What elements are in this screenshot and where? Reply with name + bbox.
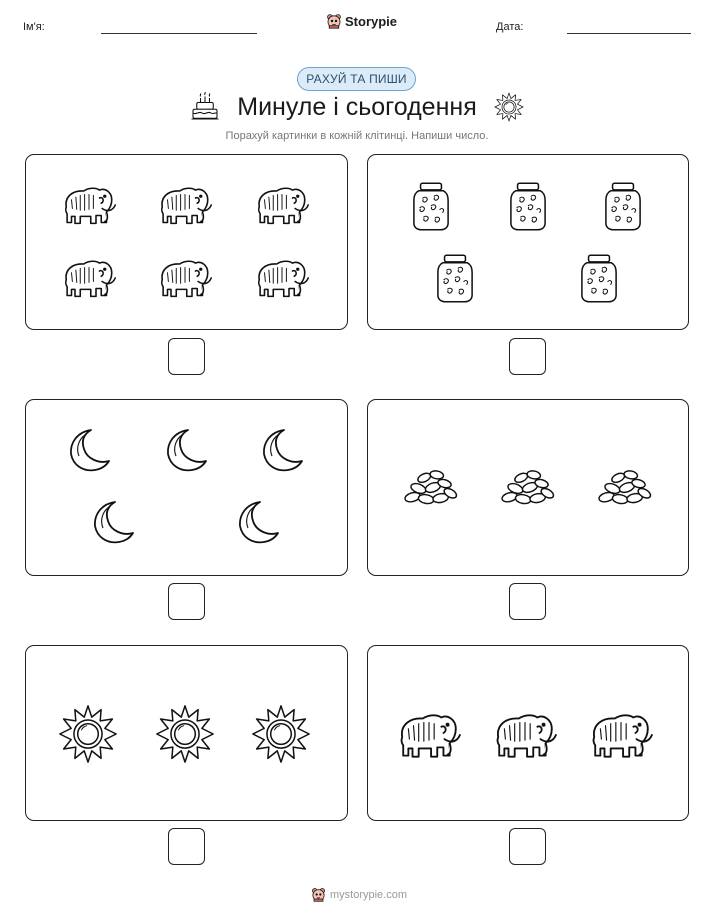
- mammoth-icon: [396, 708, 462, 762]
- date-line[interactable]: [567, 33, 691, 34]
- mammoth-icon: [588, 708, 654, 762]
- brand-logo: [326, 13, 397, 29]
- date-label: Дата:: [496, 21, 524, 33]
- jar-icon: [580, 253, 618, 303]
- answer-box-4[interactable]: [509, 583, 546, 620]
- answer-box-1[interactable]: [168, 338, 205, 375]
- moon-icon: [236, 499, 280, 545]
- moon-icon: [67, 427, 111, 473]
- storypie-logo-icon: [311, 887, 326, 902]
- jar-icon: [412, 181, 450, 231]
- mammoth-icon: [492, 708, 558, 762]
- count-panel-3: [25, 399, 348, 576]
- mammoth-icon: [254, 255, 310, 301]
- instructions: Порахуй картинки в кожній клітинці. Напиши число.: [225, 130, 489, 142]
- sun-icon: [58, 704, 118, 764]
- answer-box-6[interactable]: [509, 828, 546, 865]
- answer-box-2[interactable]: [509, 338, 546, 375]
- seeds-icon: [401, 466, 459, 507]
- sun-icon: [494, 92, 524, 122]
- moon-icon: [91, 499, 135, 545]
- page-title: Минуле і сьогодення: [237, 93, 477, 121]
- mammoth-icon: [157, 182, 213, 228]
- storypie-logo-icon: [326, 13, 342, 29]
- mammoth-icon: [61, 182, 117, 228]
- footer-url[interactable]: mystorypie.com: [330, 888, 408, 901]
- mammoth-icon: [61, 255, 117, 301]
- name-line[interactable]: [101, 33, 257, 34]
- footer: [311, 887, 407, 902]
- answer-box-3[interactable]: [168, 583, 205, 620]
- jar-icon: [436, 253, 474, 303]
- seeds-icon: [595, 466, 653, 507]
- answer-box-5[interactable]: [168, 828, 205, 865]
- seeds-icon: [498, 466, 556, 507]
- count-panel-6: [367, 645, 689, 821]
- moon-icon: [164, 427, 208, 473]
- mammoth-icon: [254, 182, 310, 228]
- count-panel-2: [367, 154, 689, 330]
- sun-icon: [155, 704, 215, 764]
- count-panel-5: [25, 645, 348, 821]
- moon-icon: [260, 427, 304, 473]
- jar-icon: [509, 181, 547, 231]
- jar-icon: [604, 181, 642, 231]
- name-label: Ім'я:: [23, 21, 45, 33]
- count-panel-4: [367, 399, 689, 576]
- sun-icon: [251, 704, 311, 764]
- count-panel-1: [25, 154, 348, 330]
- brand-name: Storypie: [345, 13, 398, 29]
- category-badge: РАХУЙ ТА ПИШИ: [297, 67, 416, 91]
- mammoth-icon: [157, 255, 213, 301]
